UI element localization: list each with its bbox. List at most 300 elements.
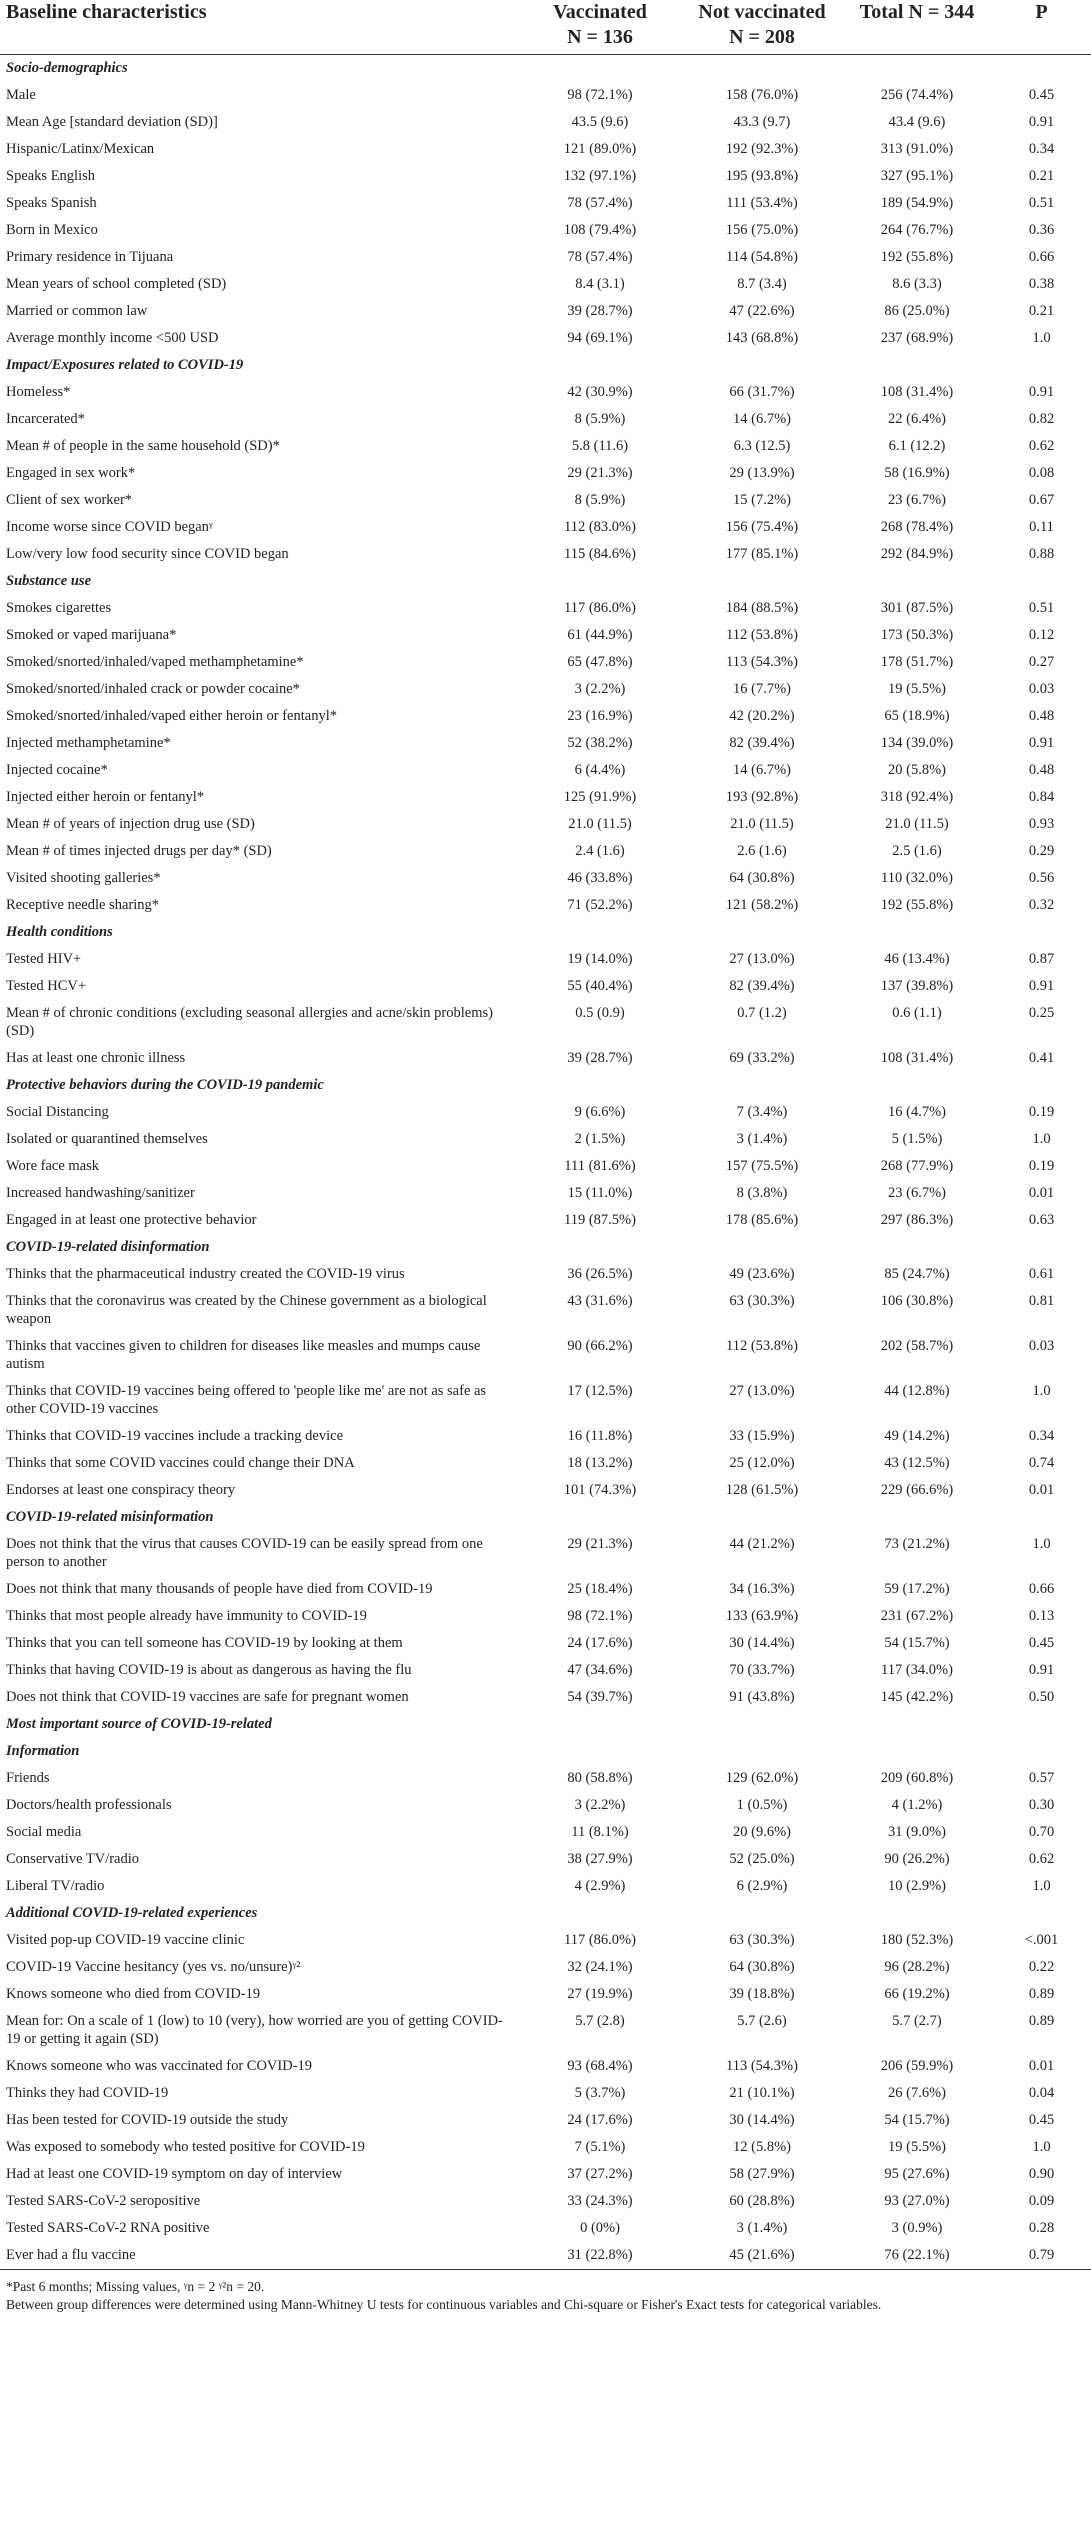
row-label: Engaged in at least one protective behavior	[6, 1212, 257, 1228]
cell-vaccinated: 112 (83.0%)	[564, 519, 636, 535]
cell-total: 202 (58.7%)	[880, 1338, 954, 1354]
cell-p-value: 0.91	[1028, 735, 1055, 751]
cell-total: 93 (27.0%)	[884, 2193, 950, 2209]
table-row	[0, 1423, 1091, 1450]
cell-not-vaccinated: 29 (13.9%)	[729, 465, 795, 481]
cell-total: 117 (34.0%)	[881, 1662, 953, 1678]
cell-p-value: 0.84	[1028, 789, 1055, 805]
section-header-row	[0, 568, 1091, 595]
cell-p-value: 0.25	[1028, 1005, 1055, 1021]
cell-not-vaccinated: 5.7 (2.6)	[737, 2013, 787, 2029]
cell-vaccinated: 25 (18.4%)	[567, 1581, 633, 1597]
row-label: Isolated or quarantined themselves	[6, 1131, 208, 1147]
cell-total: 6.1 (12.2)	[888, 438, 946, 454]
cell-total: 19 (5.5%)	[888, 681, 946, 697]
cell-p-value: 0.34	[1028, 1428, 1055, 1444]
cell-total: 85 (24.7%)	[884, 1266, 950, 1282]
cell-not-vaccinated: 7 (3.4%)	[736, 1104, 788, 1120]
row-label: Does not think that COVID-19 vaccines are safe for pregnant women	[6, 1689, 409, 1705]
cell-total: 23 (6.7%)	[888, 492, 946, 508]
row-label: Thinks that you can tell someone has COVID-19 by looking at them	[6, 1635, 403, 1651]
cell-not-vaccinated: 45 (21.6%)	[729, 2247, 795, 2263]
cell-vaccinated: 16 (11.8%)	[567, 1428, 633, 1444]
cell-p-value: 0.70	[1028, 1824, 1055, 1840]
cell-p-value: 1.0	[1032, 1878, 1051, 1894]
cell-total: 292 (84.9%)	[880, 546, 954, 562]
table-row	[0, 1333, 1091, 1378]
cell-not-vaccinated: 2.6 (1.6)	[737, 843, 787, 859]
row-label: Smoked or vaped marijuana*	[6, 627, 177, 643]
cell-total: 5 (1.5%)	[891, 1131, 943, 1147]
cell-p-value: 0.66	[1028, 249, 1055, 265]
cell-total: 268 (78.4%)	[880, 519, 954, 535]
cell-vaccinated: 2 (1.5%)	[574, 1131, 626, 1147]
cell-total: 189 (54.9%)	[880, 195, 954, 211]
row-label: Endorses at least one conspiracy theory	[6, 1482, 236, 1498]
row-label: Speaks English	[6, 168, 96, 184]
cell-total: 2.5 (1.6)	[892, 843, 942, 859]
row-label: Thinks that some COVID vaccines could change their DNA	[6, 1455, 355, 1471]
table-row	[0, 2215, 1091, 2242]
cell-total: 145 (42.2%)	[880, 1689, 954, 1705]
cell-p-value: 0.11	[1029, 519, 1054, 535]
cell-vaccinated: 117 (86.0%)	[564, 1932, 636, 1948]
row-label: Ever had a flu vaccine	[6, 2247, 136, 2263]
cell-p-value: 0.50	[1028, 1689, 1055, 1705]
table-row	[0, 487, 1091, 514]
row-label: Mean # of chronic conditions (excluding seasonal allergies and acne/skin problems) (SD)	[6, 1005, 493, 1039]
cell-total: 318 (92.4%)	[880, 789, 954, 805]
header-p-value: P	[1035, 1, 1048, 23]
cell-p-value: 0.09	[1028, 2193, 1055, 2209]
cell-vaccinated: 19 (14.0%)	[567, 951, 633, 967]
cell-not-vaccinated: 42 (20.2%)	[729, 708, 795, 724]
table-row	[0, 1477, 1091, 1504]
table-body	[0, 55, 1091, 2270]
cell-not-vaccinated: 193 (92.8%)	[725, 789, 799, 805]
cell-vaccinated: 43 (31.6%)	[567, 1293, 633, 1309]
cell-vaccinated: 61 (44.9%)	[567, 627, 633, 643]
cell-p-value: 0.91	[1028, 1662, 1055, 1678]
cell-vaccinated: 98 (72.1%)	[567, 87, 633, 103]
cell-vaccinated: 36 (26.5%)	[567, 1266, 633, 1282]
cell-not-vaccinated: 64 (30.8%)	[729, 870, 795, 886]
cell-vaccinated: 78 (57.4%)	[567, 195, 633, 211]
row-label: COVID-19 Vaccine hesitancy (yes vs. no/unsure)ᵞ²	[6, 1959, 301, 1975]
table-row	[0, 433, 1091, 460]
table-row	[0, 1819, 1091, 1846]
cell-p-value: 0.48	[1028, 762, 1055, 778]
cell-not-vaccinated: 91 (43.8%)	[729, 1689, 795, 1705]
table-row	[0, 676, 1091, 703]
cell-vaccinated: 108 (79.4%)	[563, 222, 637, 238]
row-label: Knows someone who was vaccinated for COVID-19	[6, 2058, 313, 2074]
cell-not-vaccinated: 6.3 (12.5)	[733, 438, 791, 454]
row-label: Male	[6, 87, 36, 103]
cell-vaccinated: 98 (72.1%)	[567, 1608, 633, 1624]
cell-total: 180 (52.3%)	[880, 1932, 954, 1948]
cell-p-value: 0.48	[1028, 708, 1055, 724]
table-row	[0, 1576, 1091, 1603]
cell-total: 268 (77.9%)	[880, 1158, 954, 1174]
cell-vaccinated: 5.8 (11.6)	[571, 438, 629, 454]
table-row	[0, 2008, 1091, 2053]
cell-p-value: 0.66	[1028, 1581, 1055, 1597]
row-label: Client of sex worker*	[6, 492, 133, 508]
cell-total: 66 (19.2%)	[884, 1986, 950, 2002]
cell-total: 26 (7.6%)	[888, 2085, 946, 2101]
table-row	[0, 136, 1091, 163]
cell-p-value: 0.45	[1028, 87, 1055, 103]
header-vaccinated	[518, 0, 682, 55]
cell-total: 237 (68.9%)	[880, 330, 954, 346]
cell-vaccinated: 5.7 (2.8)	[575, 2013, 625, 2029]
cell-p-value: 0.90	[1028, 2166, 1055, 2182]
cell-p-value: 0.03	[1028, 1338, 1055, 1354]
section-header-row	[0, 55, 1091, 83]
cell-p-value: 0.19	[1028, 1158, 1055, 1174]
cell-vaccinated: 117 (86.0%)	[564, 600, 636, 616]
table-header	[0, 0, 1091, 55]
row-label: Tested HIV+	[6, 951, 82, 967]
section-header-row	[0, 1900, 1091, 1927]
cell-total: 10 (2.9%)	[888, 1878, 946, 1894]
footnote-missing-values: *Past 6 months; Missing values, ᵞn = 2 ᵞ²n = 20.	[6, 2279, 265, 2294]
cell-p-value: 0.29	[1028, 843, 1055, 859]
cell-total: 108 (31.4%)	[880, 1050, 954, 1066]
cell-total: 173 (50.3%)	[880, 627, 954, 643]
table-row	[0, 1954, 1091, 1981]
row-label: Thinks that COVID-19 vaccines include a tracking device	[6, 1428, 344, 1444]
cell-p-value: 0.67	[1028, 492, 1055, 508]
cell-not-vaccinated: 63 (30.3%)	[729, 1293, 795, 1309]
cell-total: 229 (66.6%)	[880, 1482, 954, 1498]
cell-vaccinated: 21.0 (11.5)	[568, 816, 632, 832]
row-label: Smoked/snorted/inhaled crack or powder cocaine*	[6, 681, 300, 697]
table-row	[0, 406, 1091, 433]
cell-total: 137 (39.8%)	[880, 978, 954, 994]
row-label: Thinks that vaccines given to children for diseases like measles and mumps cause autism	[6, 1338, 481, 1372]
row-label: Visited shooting galleries*	[6, 870, 161, 886]
cell-total: 86 (25.0%)	[884, 303, 950, 319]
table-row	[0, 2134, 1091, 2161]
cell-vaccinated: 115 (84.6%)	[564, 546, 636, 562]
cell-p-value: 0.81	[1028, 1293, 1055, 1309]
cell-p-value: 0.51	[1028, 195, 1055, 211]
section-header-row	[0, 1234, 1091, 1261]
row-label: Doctors/health professionals	[6, 1797, 172, 1813]
cell-p-value: 0.87	[1028, 951, 1055, 967]
cell-vaccinated: 43.5 (9.6)	[571, 114, 629, 130]
cell-not-vaccinated: 30 (14.4%)	[729, 1635, 795, 1651]
table-row	[0, 811, 1091, 838]
cell-vaccinated: 24 (17.6%)	[567, 2112, 633, 2128]
cell-not-vaccinated: 21.0 (11.5)	[730, 816, 794, 832]
cell-p-value: 0.89	[1028, 1986, 1055, 2002]
cell-p-value: 0.62	[1028, 1851, 1055, 1867]
table-row	[0, 1531, 1091, 1576]
cell-total: 49 (14.2%)	[884, 1428, 950, 1444]
cell-p-value: 0.82	[1028, 411, 1055, 427]
row-label: Mean for: On a scale of 1 (low) to 10 (very), how worried are you of getting COVID-19 or getting it again (SD)	[6, 2013, 503, 2047]
table-row	[0, 649, 1091, 676]
cell-total: 96 (28.2%)	[884, 1959, 950, 1975]
cell-total: 297 (86.3%)	[880, 1212, 954, 1228]
section-title: COVID-19-related misinformation	[6, 1509, 214, 1525]
table-row	[0, 2242, 1091, 2270]
table-row	[0, 82, 1091, 109]
footnote-tests: Between group differences were determined using Mann-Whitney U tests for continuous variables and Chi-square or Fisher's Exact tests for categorical variables.	[6, 2297, 882, 2312]
cell-total: 4 (1.2%)	[891, 1797, 943, 1813]
cell-p-value: 0.91	[1028, 978, 1055, 994]
cell-not-vaccinated: 133 (63.9%)	[725, 1608, 799, 1624]
cell-not-vaccinated: 178 (85.6%)	[725, 1212, 799, 1228]
cell-p-value: 0.01	[1028, 1482, 1055, 1498]
cell-vaccinated: 132 (97.1%)	[563, 168, 637, 184]
section-header-row	[0, 1738, 1091, 1765]
table-row	[0, 2188, 1091, 2215]
table-row	[0, 1288, 1091, 1333]
section-header-row	[0, 919, 1091, 946]
cell-vaccinated: 125 (91.9%)	[563, 789, 637, 805]
section-header-row	[0, 1711, 1091, 1738]
header-not-vaccinated-n: N = 208	[729, 26, 795, 48]
cell-total: 5.7 (2.7)	[892, 2013, 942, 2029]
section-title: Information	[6, 1743, 80, 1759]
table-row	[0, 1180, 1091, 1207]
cell-p-value: 0.91	[1028, 114, 1055, 130]
cell-total: 23 (6.7%)	[888, 1185, 946, 1201]
table-row	[0, 298, 1091, 325]
cell-total: 44 (12.8%)	[884, 1383, 950, 1399]
cell-not-vaccinated: 15 (7.2%)	[733, 492, 791, 508]
row-label: Social Distancing	[6, 1104, 109, 1120]
table-row	[0, 784, 1091, 811]
cell-not-vaccinated: 27 (13.0%)	[729, 1383, 795, 1399]
cell-p-value: 0.22	[1028, 1959, 1055, 1975]
section-header-row	[0, 1504, 1091, 1531]
table-row	[0, 1846, 1091, 1873]
table-footnotes	[0, 2278, 1091, 2314]
cell-p-value: 1.0	[1032, 330, 1051, 346]
cell-p-value: 0.36	[1028, 222, 1055, 238]
cell-p-value: 0.12	[1028, 627, 1055, 643]
row-label: Thinks that having COVID-19 is about as dangerous as having the flu	[6, 1662, 412, 1678]
cell-p-value: 0.03	[1028, 681, 1055, 697]
cell-p-value: 1.0	[1032, 1383, 1051, 1399]
cell-not-vaccinated: 1 (0.5%)	[736, 1797, 788, 1813]
cell-total: 43 (12.5%)	[884, 1455, 950, 1471]
cell-vaccinated: 0 (0%)	[580, 2220, 620, 2236]
cell-vaccinated: 15 (11.0%)	[567, 1185, 633, 1201]
table-row	[0, 1153, 1091, 1180]
cell-total: 301 (87.5%)	[880, 600, 954, 616]
cell-vaccinated: 78 (57.4%)	[567, 249, 633, 265]
cell-not-vaccinated: 16 (7.7%)	[733, 681, 791, 697]
section-header-row	[0, 352, 1091, 379]
cell-vaccinated: 8 (5.9%)	[574, 492, 626, 508]
row-label: Mean # of people in the same household (SD)*	[6, 438, 280, 454]
table-row	[0, 1126, 1091, 1153]
section-title: COVID-19-related disinformation	[6, 1239, 210, 1255]
cell-p-value: 0.91	[1028, 384, 1055, 400]
cell-total: 106 (30.8%)	[880, 1293, 954, 1309]
row-label: Mean # of times injected drugs per day* (SD)	[6, 843, 272, 859]
row-label: Social media	[6, 1824, 82, 1840]
table-row	[0, 892, 1091, 919]
cell-p-value: 0.38	[1028, 276, 1055, 292]
cell-not-vaccinated: 113 (54.3%)	[726, 654, 798, 670]
cell-vaccinated: 6 (4.4%)	[574, 762, 626, 778]
cell-p-value: 0.41	[1028, 1050, 1055, 1066]
cell-not-vaccinated: 195 (93.8%)	[725, 168, 799, 184]
cell-not-vaccinated: 58 (27.9%)	[729, 2166, 795, 2182]
cell-p-value: 0.13	[1028, 1608, 1055, 1624]
header-characteristics: Baseline characteristics	[6, 1, 207, 23]
row-label: Tested SARS-CoV-2 seropositive	[6, 2193, 201, 2209]
row-label: Thinks that COVID-19 vaccines being offered to 'people like me' are not as safe as other COVID-19 vaccines	[6, 1383, 487, 1417]
header-vaccinated-label: Vaccinated	[553, 1, 647, 23]
cell-not-vaccinated: 34 (16.3%)	[729, 1581, 795, 1597]
row-label: Thinks that most people already have immunity to COVID-19	[6, 1608, 367, 1624]
table-row	[0, 190, 1091, 217]
cell-total: 76 (22.1%)	[884, 2247, 950, 2263]
row-label: Mean # of years of injection drug use (SD)	[6, 816, 255, 832]
table-row	[0, 1261, 1091, 1288]
row-label: Smoked/snorted/inhaled/vaped methamphetamine*	[6, 654, 304, 670]
table-row	[0, 2053, 1091, 2080]
row-label: Visited pop-up COVID-19 vaccine clinic	[6, 1932, 245, 1948]
cell-not-vaccinated: 128 (61.5%)	[725, 1482, 799, 1498]
cell-p-value: 0.34	[1028, 141, 1055, 157]
cell-total: 264 (76.7%)	[880, 222, 954, 238]
cell-vaccinated: 11 (8.1%)	[571, 1824, 629, 1840]
cell-vaccinated: 8 (5.9%)	[574, 411, 626, 427]
cell-total: 209 (60.8%)	[880, 1770, 954, 1786]
cell-not-vaccinated: 158 (76.0%)	[725, 87, 799, 103]
table-row	[0, 1630, 1091, 1657]
table-row	[0, 1684, 1091, 1711]
row-label: Speaks Spanish	[6, 195, 97, 211]
cell-vaccinated: 33 (24.3%)	[567, 2193, 633, 2209]
cell-p-value: 0.79	[1028, 2247, 1055, 2263]
row-label: Hispanic/Latinx/Mexican	[6, 141, 155, 157]
cell-p-value: 0.01	[1028, 1185, 1055, 1201]
section-header-row	[0, 1072, 1091, 1099]
cell-vaccinated: 4 (2.9%)	[574, 1878, 626, 1894]
table-row	[0, 595, 1091, 622]
cell-total: 256 (74.4%)	[880, 87, 954, 103]
table-row	[0, 514, 1091, 541]
row-label: Knows someone who died from COVID-19	[6, 1986, 261, 2002]
cell-p-value: 0.27	[1028, 654, 1055, 670]
cell-total: 3 (0.9%)	[891, 2220, 943, 2236]
row-label: Born in Mexico	[6, 222, 98, 238]
table-row	[0, 379, 1091, 406]
table-row	[0, 838, 1091, 865]
cell-vaccinated: 27 (19.9%)	[567, 1986, 633, 2002]
row-label: Thinks that the pharmaceutical industry created the COVID-19 virus	[6, 1266, 405, 1282]
row-label: Low/very low food security since COVID began	[6, 546, 289, 562]
cell-vaccinated: 71 (52.2%)	[567, 897, 633, 913]
cell-vaccinated: 18 (13.2%)	[567, 1455, 633, 1471]
row-label: Mean years of school completed (SD)	[6, 276, 227, 292]
row-label: Injected either heroin or fentanyl*	[6, 789, 205, 805]
table-row	[0, 1927, 1091, 1954]
cell-total: 65 (18.9%)	[884, 708, 950, 724]
row-label: Does not think that many thousands of people have died from COVID-19	[6, 1581, 433, 1597]
cell-not-vaccinated: 25 (12.0%)	[729, 1455, 795, 1471]
cell-vaccinated: 7 (5.1%)	[574, 2139, 626, 2155]
table-row	[0, 703, 1091, 730]
row-label: Was exposed to somebody who tested positive for COVID-19	[6, 2139, 365, 2155]
section-title: Impact/Exposures related to COVID-19	[6, 357, 244, 373]
row-label: Married or common law	[6, 303, 148, 319]
cell-not-vaccinated: 8 (3.8%)	[736, 1185, 788, 1201]
section-title: Most important source of COVID-19-related	[6, 1716, 272, 1732]
cell-total: 192 (55.8%)	[880, 897, 954, 913]
cell-vaccinated: 47 (34.6%)	[567, 1662, 633, 1678]
row-label: Has at least one chronic illness	[6, 1050, 186, 1066]
row-label: Had at least one COVID-19 symptom on day of interview	[6, 2166, 343, 2182]
cell-total: 95 (27.6%)	[884, 2166, 950, 2182]
row-label: Primary residence in Tijuana	[6, 249, 174, 265]
cell-vaccinated: 0.5 (0.9)	[575, 1005, 625, 1021]
cell-total: 231 (67.2%)	[880, 1608, 954, 1624]
section-title: Health conditions	[6, 924, 113, 940]
cell-total: 313 (91.0%)	[880, 141, 954, 157]
cell-p-value: 1.0	[1032, 1131, 1051, 1147]
cell-not-vaccinated: 12 (5.8%)	[733, 2139, 791, 2155]
cell-not-vaccinated: 121 (58.2%)	[725, 897, 799, 913]
row-label: Injected methamphetamine*	[6, 735, 171, 751]
cell-vaccinated: 5 (3.7%)	[574, 2085, 626, 2101]
table-row	[0, 1792, 1091, 1819]
cell-p-value: 0.30	[1028, 1797, 1055, 1813]
cell-vaccinated: 111 (81.6%)	[564, 1158, 636, 1174]
row-label: Receptive needle sharing*	[6, 897, 159, 913]
table-row	[0, 541, 1091, 568]
table-row	[0, 865, 1091, 892]
cell-not-vaccinated: 82 (39.4%)	[729, 735, 795, 751]
cell-not-vaccinated: 0.7 (1.2)	[737, 1005, 787, 1021]
cell-total: 108 (31.4%)	[880, 384, 954, 400]
cell-total: 110 (32.0%)	[881, 870, 953, 886]
cell-p-value: 1.0	[1032, 2139, 1051, 2155]
cell-vaccinated: 31 (22.8%)	[567, 2247, 633, 2263]
cell-total: 54 (15.7%)	[884, 2112, 950, 2128]
cell-not-vaccinated: 52 (25.0%)	[729, 1851, 795, 1867]
row-label: Has been tested for COVID-19 outside the study	[6, 2112, 289, 2128]
table-row	[0, 271, 1091, 298]
cell-p-value: 1.0	[1032, 1536, 1051, 1552]
header-total: Total N = 344	[859, 1, 975, 23]
cell-vaccinated: 42 (30.9%)	[567, 384, 633, 400]
cell-not-vaccinated: 156 (75.4%)	[725, 519, 799, 535]
cell-not-vaccinated: 47 (22.6%)	[729, 303, 795, 319]
cell-not-vaccinated: 114 (54.8%)	[726, 249, 798, 265]
cell-total: 73 (21.2%)	[884, 1536, 950, 1552]
cell-p-value: 0.45	[1028, 2112, 1055, 2128]
cell-vaccinated: 23 (16.9%)	[567, 708, 633, 724]
cell-vaccinated: 93 (68.4%)	[567, 2058, 633, 2074]
cell-not-vaccinated: 177 (85.1%)	[725, 546, 799, 562]
row-label: Thinks that the coronavirus was created by the Chinese government as a biological weapon	[6, 1293, 487, 1327]
cell-total: 192 (55.8%)	[880, 249, 954, 265]
table-row	[0, 1873, 1091, 1900]
table-row	[0, 757, 1091, 784]
table-row	[0, 2080, 1091, 2107]
